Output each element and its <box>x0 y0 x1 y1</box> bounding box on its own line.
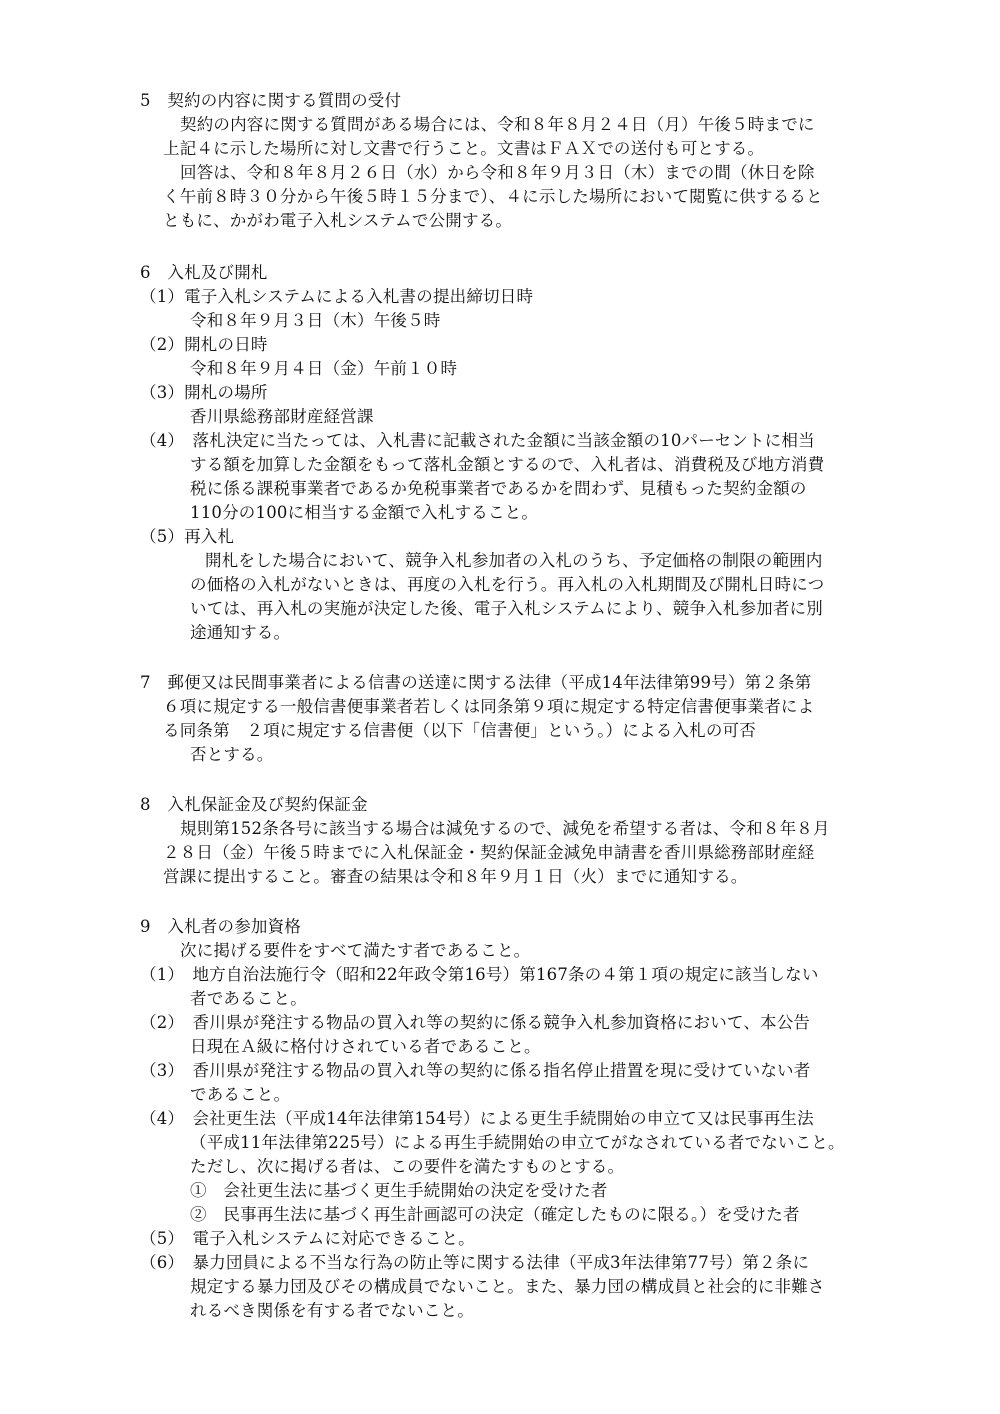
text-line: する額を加算した金額をもって落札金額とするので、入札者は、消費税及び地方消費 <box>190 455 825 474</box>
text-line: れるべき関係を有する者でないこと。 <box>190 1301 474 1320</box>
text-line: く午前８時３０分から午後５時１５分まで）、４に示した場所において閲覧に供するると <box>163 187 823 206</box>
text-line: （2） 香川県が発注する物品の買入れ等の契約に係る競争入札参加資格において、本公告 <box>140 1013 811 1032</box>
text-line: ② 民事再生法に基づく再生計画認可の決定（確定したものに限る。）を受けた者 <box>190 1205 800 1224</box>
text-line: 令和８年９月３日（木）午後５時 <box>190 311 441 330</box>
text-line: （1） 地方自治法施行令（昭和22年政令第16号）第167条の４第１項の規定に該当しない <box>140 965 819 984</box>
text-line: 次に掲げる要件をすべて満たす者であること。 <box>180 941 531 960</box>
text-line: （1）電子入札システムによる入札書の提出締切日時 <box>140 287 534 306</box>
text-line: る同条第 ２項に規定する信書便（以下「信書便」という。）による入札の可否 <box>163 721 756 740</box>
text-line: の価格の入札がないときは、再度の入札を行う。再入札の入札期間及び開札日時につ <box>190 575 825 594</box>
text-line: ６項に規定する一般信書便事業者若しくは同条第９項に規定する特定信書便事業者によ <box>163 697 815 716</box>
text-line: 回答は、令和８年８月２６日（水）から令和８年９月３日（木）までの間（休日を除 <box>180 163 815 182</box>
text-line: 否とする。 <box>190 745 274 764</box>
text-line: 9 入札者の参加資格 <box>140 917 301 936</box>
text-line: （2）開札の日時 <box>140 335 268 354</box>
text-line: 香川県総務部財産経営課 <box>190 407 374 426</box>
text-line: 規定する暴力団及びその構成員でないこと。また、暴力団の構成員と社会的に非難さ <box>190 1277 825 1296</box>
text-line: 規則第152条各号に該当する場合は減免するので、減免を希望する者は、令和８年８月 <box>180 819 830 838</box>
text-line: （6） 暴力団員による不当な行為の防止等に関する法律（平成3年法律第77号）第２条に <box>140 1253 810 1272</box>
text-line: 者であること。 <box>190 989 307 1008</box>
text-line: 日現在Ａ級に格付けされている者であること。 <box>190 1037 541 1056</box>
text-line: 8 入札保証金及び契約保証金 <box>140 795 368 814</box>
text-line: であること。 <box>190 1085 291 1104</box>
text-line: （5） 電子入札システムに対応できること。 <box>140 1229 475 1248</box>
text-line: 7 郵便又は民間事業者による信書の送達に関する法律（平成14年法律第99号）第２条第 <box>140 673 812 692</box>
text-line: 上記４に示した場所に対し文書で行うこと。文書はＦＡＸでの送付も可とする。 <box>163 139 765 158</box>
text-line: 6 入札及び開札 <box>140 263 268 282</box>
text-line: （5）再入札 <box>140 527 235 546</box>
text-line: ただし、次に掲げる者は、この要件を満たすものとする。 <box>190 1157 625 1176</box>
text-line: 開札をした場合において、競争入札参加者の入札のうち、予定価格の制限の範囲内 <box>205 551 823 570</box>
text-line: 税に係る課税事業者であるか免税事業者であるかを問わず、見積もった契約金額の <box>190 479 807 498</box>
text-line: 途通知する。 <box>190 623 291 642</box>
text-line: 営課に提出すること。審査の結果は令和８年９月１日（火）までに通知する。 <box>163 867 748 886</box>
text-line: （4） 落札決定に当たっては、入札書に記載された金額に当該金額の10パーセントに相当 <box>140 431 815 450</box>
text-line: （4） 会社更生法（平成14年法律第154号）による更生手続開始の申立て又は民事再生法 <box>140 1109 814 1128</box>
text-line: ともに、かがわ電子入札システムで公開する。 <box>163 211 513 230</box>
text-line: （3） 香川県が発注する物品の買入れ等の契約に係る指名停止措置を現に受けていない者 <box>140 1061 811 1080</box>
text-line: 契約の内容に関する質問がある場合には、令和８年８月２４日（月）午後５時までに <box>180 115 815 134</box>
text-line: いては、再入札の実施が決定した後、電子入札システムにより、競争入札参加者に別 <box>190 599 823 618</box>
text-line: ２８日（金）午後５時までに入札保証金・契約保証金減免申請書を香川県総務部財産経 <box>163 843 815 862</box>
text-line: 5 契約の内容に関する質問の受付 <box>140 91 402 110</box>
text-line: ① 会社更生法に基づく更生手続開始の決定を受けた者 <box>190 1181 608 1200</box>
text-line: 110分の100に相当する金額で入札すること。 <box>190 503 539 522</box>
text-line: （平成11年法律第225号）による再生手続開始の申立てがなされている者でないこと。 <box>190 1133 845 1152</box>
text-line: （3）開札の場所 <box>140 383 268 402</box>
text-line: 令和８年９月４日（金）午前１０時 <box>190 359 458 378</box>
